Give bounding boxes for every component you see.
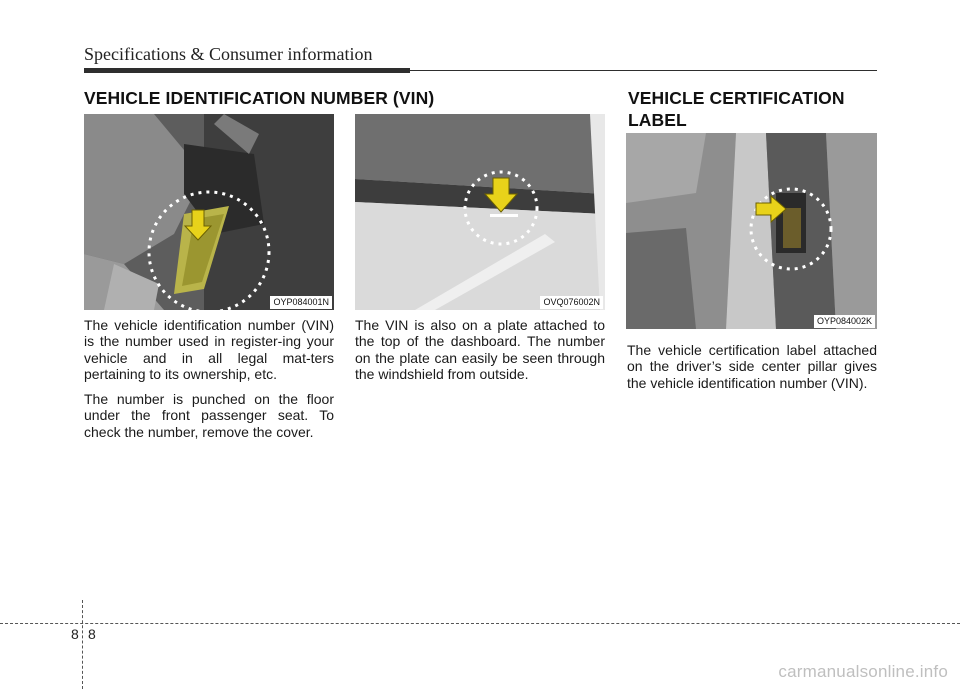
page-number-right: 8 <box>88 626 96 642</box>
page-header-title: Specifications & Consumer information <box>84 44 373 64</box>
watermark: carmanualsonline.info <box>778 662 948 681</box>
cert-text-column <box>627 342 877 391</box>
photo-caption: OYP084002K <box>814 315 875 328</box>
vin-dashboard-photo <box>355 114 605 310</box>
vin-text-column-2 <box>355 317 605 382</box>
header-rule-thick <box>84 68 410 73</box>
cert-section-title: VEHICLE CERTIFICATION LABEL <box>628 88 845 130</box>
vin-section-title: VEHICLE IDENTIFICATION NUMBER (VIN) <box>84 88 435 108</box>
footer-rule <box>0 623 960 624</box>
cert-paragraph: The vehicle certification label attached on the driver’s side center pillar gives the vehicle identification number (VIN). <box>627 342 877 391</box>
header-rule-thin <box>410 70 877 71</box>
footer-vertical-rule <box>82 600 83 689</box>
vin-paragraph-3: The VIN is also on a plate attached to the top of the dashboard. The number on the plate can easily be seen through the windshield from outside. <box>355 317 605 382</box>
vin-paragraph-2: The number is punched on the floor under the front passenger seat. To check the number, remove the cover. <box>84 391 334 440</box>
vin-paragraph-1: The vehicle identification number (VIN) is the number used in register-ing your vehicle and in all legal mat-ters pertaining to its ownership, etc. <box>84 317 334 382</box>
photo-caption: OYP084001N <box>270 296 332 309</box>
vin-text-column-1 <box>84 317 334 440</box>
cert-pillar-photo <box>626 133 877 329</box>
page-number-left: 8 <box>71 626 79 642</box>
vin-floor-photo <box>84 114 334 310</box>
photo-caption: OVQ076002N <box>540 296 603 309</box>
